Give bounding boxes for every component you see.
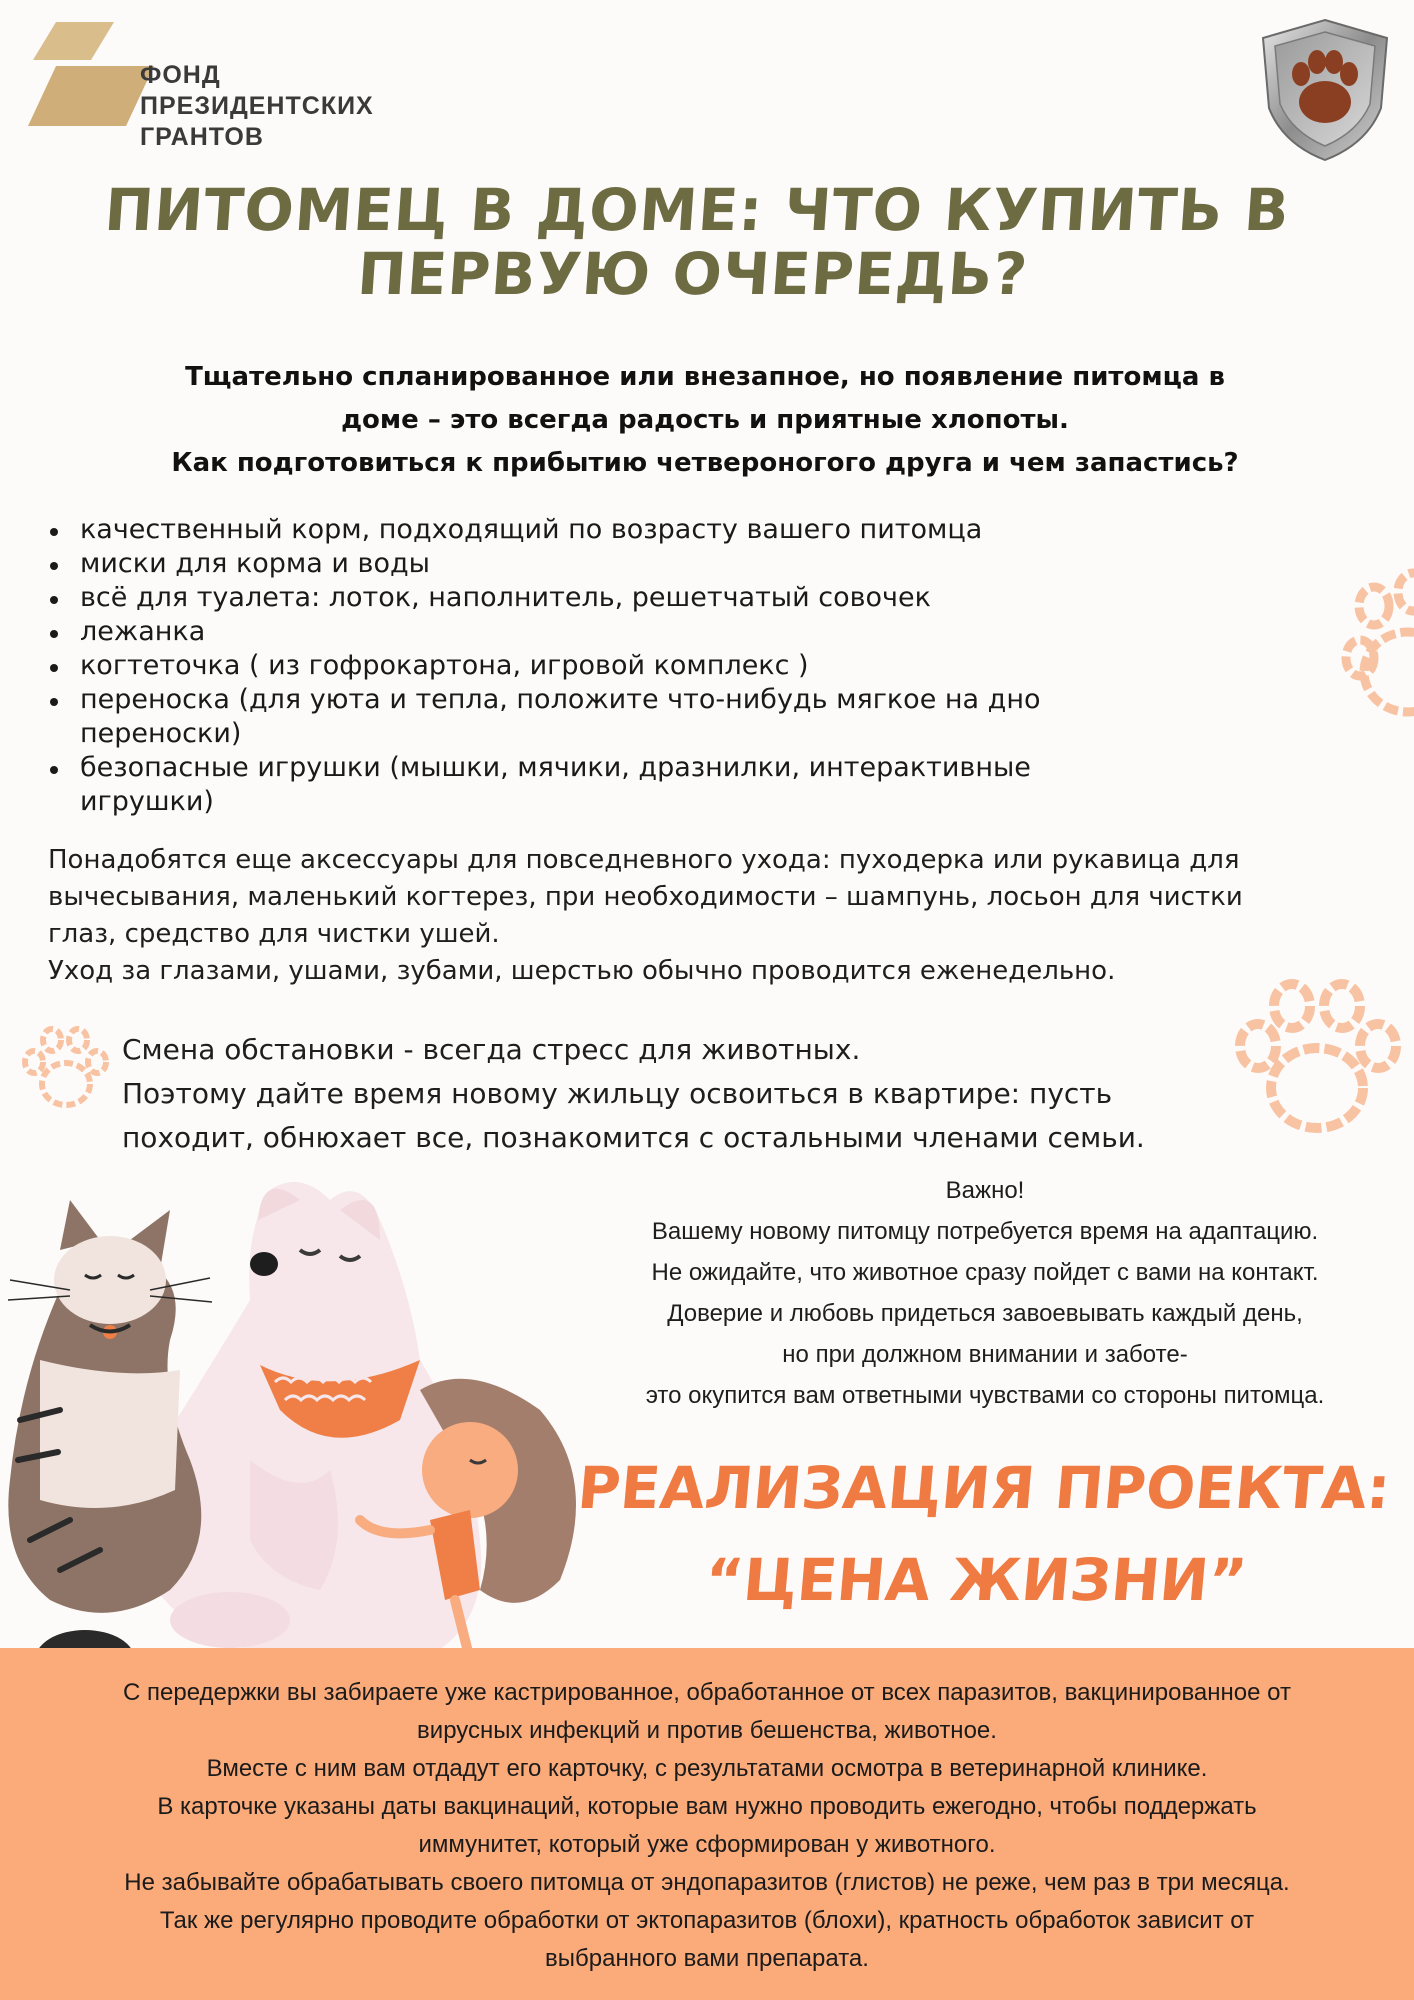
paragraph-line: Уход за глазами, ушами, зубами, шерстью обычно проводится еженедельно. xyxy=(48,956,1116,986)
paragraph-line: Смена обстановки - всегда стресс для животных. xyxy=(122,1033,861,1066)
band-line: иммунитет, который уже сформирован у животного. xyxy=(418,1831,996,1858)
paragraph-line: вычесывания, маленький когтерез, при необходимости – шампунь, лосьон для чистки xyxy=(48,882,1243,912)
intro-text xyxy=(70,356,1340,485)
band-line: В карточке указаны даты вакцинаций, которые вам нужно проводить ежегодно, чтобы поддержать xyxy=(157,1793,1257,1820)
checklist-item-text: лежанка xyxy=(80,616,206,647)
checklist-item-text: когтеточка ( из гофрокартона, игровой комплекс ) xyxy=(80,650,809,681)
intro-line: Как подготовиться к прибытию четвероногого друга и чем запастись? xyxy=(171,448,1239,478)
paw-print-icon xyxy=(16,1022,114,1118)
band-line: выбранного вами препарата. xyxy=(545,1945,869,1972)
checklist-item xyxy=(44,683,1144,751)
paragraph-line: Понадобятся еще аксессуары для повседневного ухода: пуходерка или рукавица для xyxy=(48,845,1240,875)
checklist-item-text: безопасные игрушки (мышки, мячики, дразнилки, интерактивные xyxy=(80,752,1031,783)
accessories-paragraph xyxy=(48,842,1408,990)
shield-paw-icon xyxy=(1257,16,1393,164)
checklist-item-text: миски для корма и воды xyxy=(80,548,430,579)
checklist-item xyxy=(44,547,1144,581)
adaptation-paragraph xyxy=(122,1028,1262,1160)
note-line: это окупится вам ответными чувствами со стороны питомца. xyxy=(645,1382,1325,1409)
paragraph-line: глаз, средство для чистки ушей. xyxy=(48,919,500,949)
note-line: но при должном внимании и заботе- xyxy=(782,1341,1188,1368)
shopping-checklist xyxy=(44,513,1144,819)
note-line: Важно! xyxy=(945,1177,1025,1204)
note-line: Доверие и любовь придеться завоевывать каждый день, xyxy=(667,1300,1303,1327)
title-line: ПЕРВУЮ ОЧЕРЕДЬ? xyxy=(355,240,1031,308)
band-line: вирусных инфекций и против бешенства, животное. xyxy=(417,1717,997,1744)
project-line: “ЦЕНА ЖИЗНИ” xyxy=(702,1546,1250,1614)
checklist-item-text: качественный корм, подходящий по возрасту вашего питомца xyxy=(80,514,983,545)
intro-line: Тщательно спланированное или внезапное, но появление питомца в xyxy=(185,362,1225,392)
paragraph-line: Поэтому дайте время новому жильцу освоиться в квартире: пусть xyxy=(122,1077,1113,1110)
checklist-item-text: переноски) xyxy=(80,718,242,749)
note-line: Не ожидайте, что животное сразу пойдет с вами на контакт. xyxy=(651,1259,1319,1286)
checklist-item-text: всё для туалета: лоток, наполнитель, решетчатый совочек xyxy=(80,582,931,613)
paw-print-icon xyxy=(1318,566,1414,734)
logo-line: ФОНД xyxy=(140,61,221,89)
cat-dog-girl-illustration xyxy=(0,1160,600,1680)
band-line: Вместе с ним вам отдадут его карточку, с результатами осмотра в ветеринарной клинике. xyxy=(206,1755,1208,1782)
page-title xyxy=(76,178,1315,306)
foundation-name xyxy=(140,60,374,153)
title-line: ПИТОМЕЦ В ДОМЕ: ЧТО КУПИТЬ В xyxy=(102,176,1292,244)
paragraph-line: походит, обнюхает все, познакомится с остальными членами семьи. xyxy=(122,1121,1145,1154)
checklist-item-text: переноска (для уюта и тепла, положите что-нибудь мягкое на дно xyxy=(80,684,1041,715)
checklist-item xyxy=(44,581,1144,615)
info-band-text xyxy=(10,1674,1404,1978)
checklist-item-text: игрушки) xyxy=(80,786,214,817)
project-heading xyxy=(552,1442,1408,1626)
checklist-item xyxy=(44,649,1144,683)
logo-line: ГРАНТОВ xyxy=(140,123,264,151)
checklist-item xyxy=(44,513,1144,547)
checklist-item xyxy=(44,751,1144,819)
important-note xyxy=(570,1170,1400,1416)
band-line: Не забывайте обрабатывать своего питомца от эндопаразитов (глистов) не реже, чем раз в три месяца. xyxy=(124,1869,1290,1896)
project-line: РЕАЛИЗАЦИЯ ПРОЕКТА: xyxy=(575,1454,1394,1522)
band-line: С передержки вы забираете уже кастрированное, обработанное от всех паразитов, вакцинированное от xyxy=(123,1679,1291,1706)
intro-line: доме – это всегда радость и приятные хлопоты. xyxy=(341,405,1069,435)
note-line: Вашему новому питомцу потребуется время на адаптацию. xyxy=(651,1218,1319,1245)
checklist-item xyxy=(44,615,1144,649)
logo-line: ПРЕЗИДЕНТСКИХ xyxy=(140,92,374,120)
band-line: Так же регулярно проводите обработки от эктопаразитов (блохи), кратность обработок зависит от xyxy=(159,1907,1255,1934)
